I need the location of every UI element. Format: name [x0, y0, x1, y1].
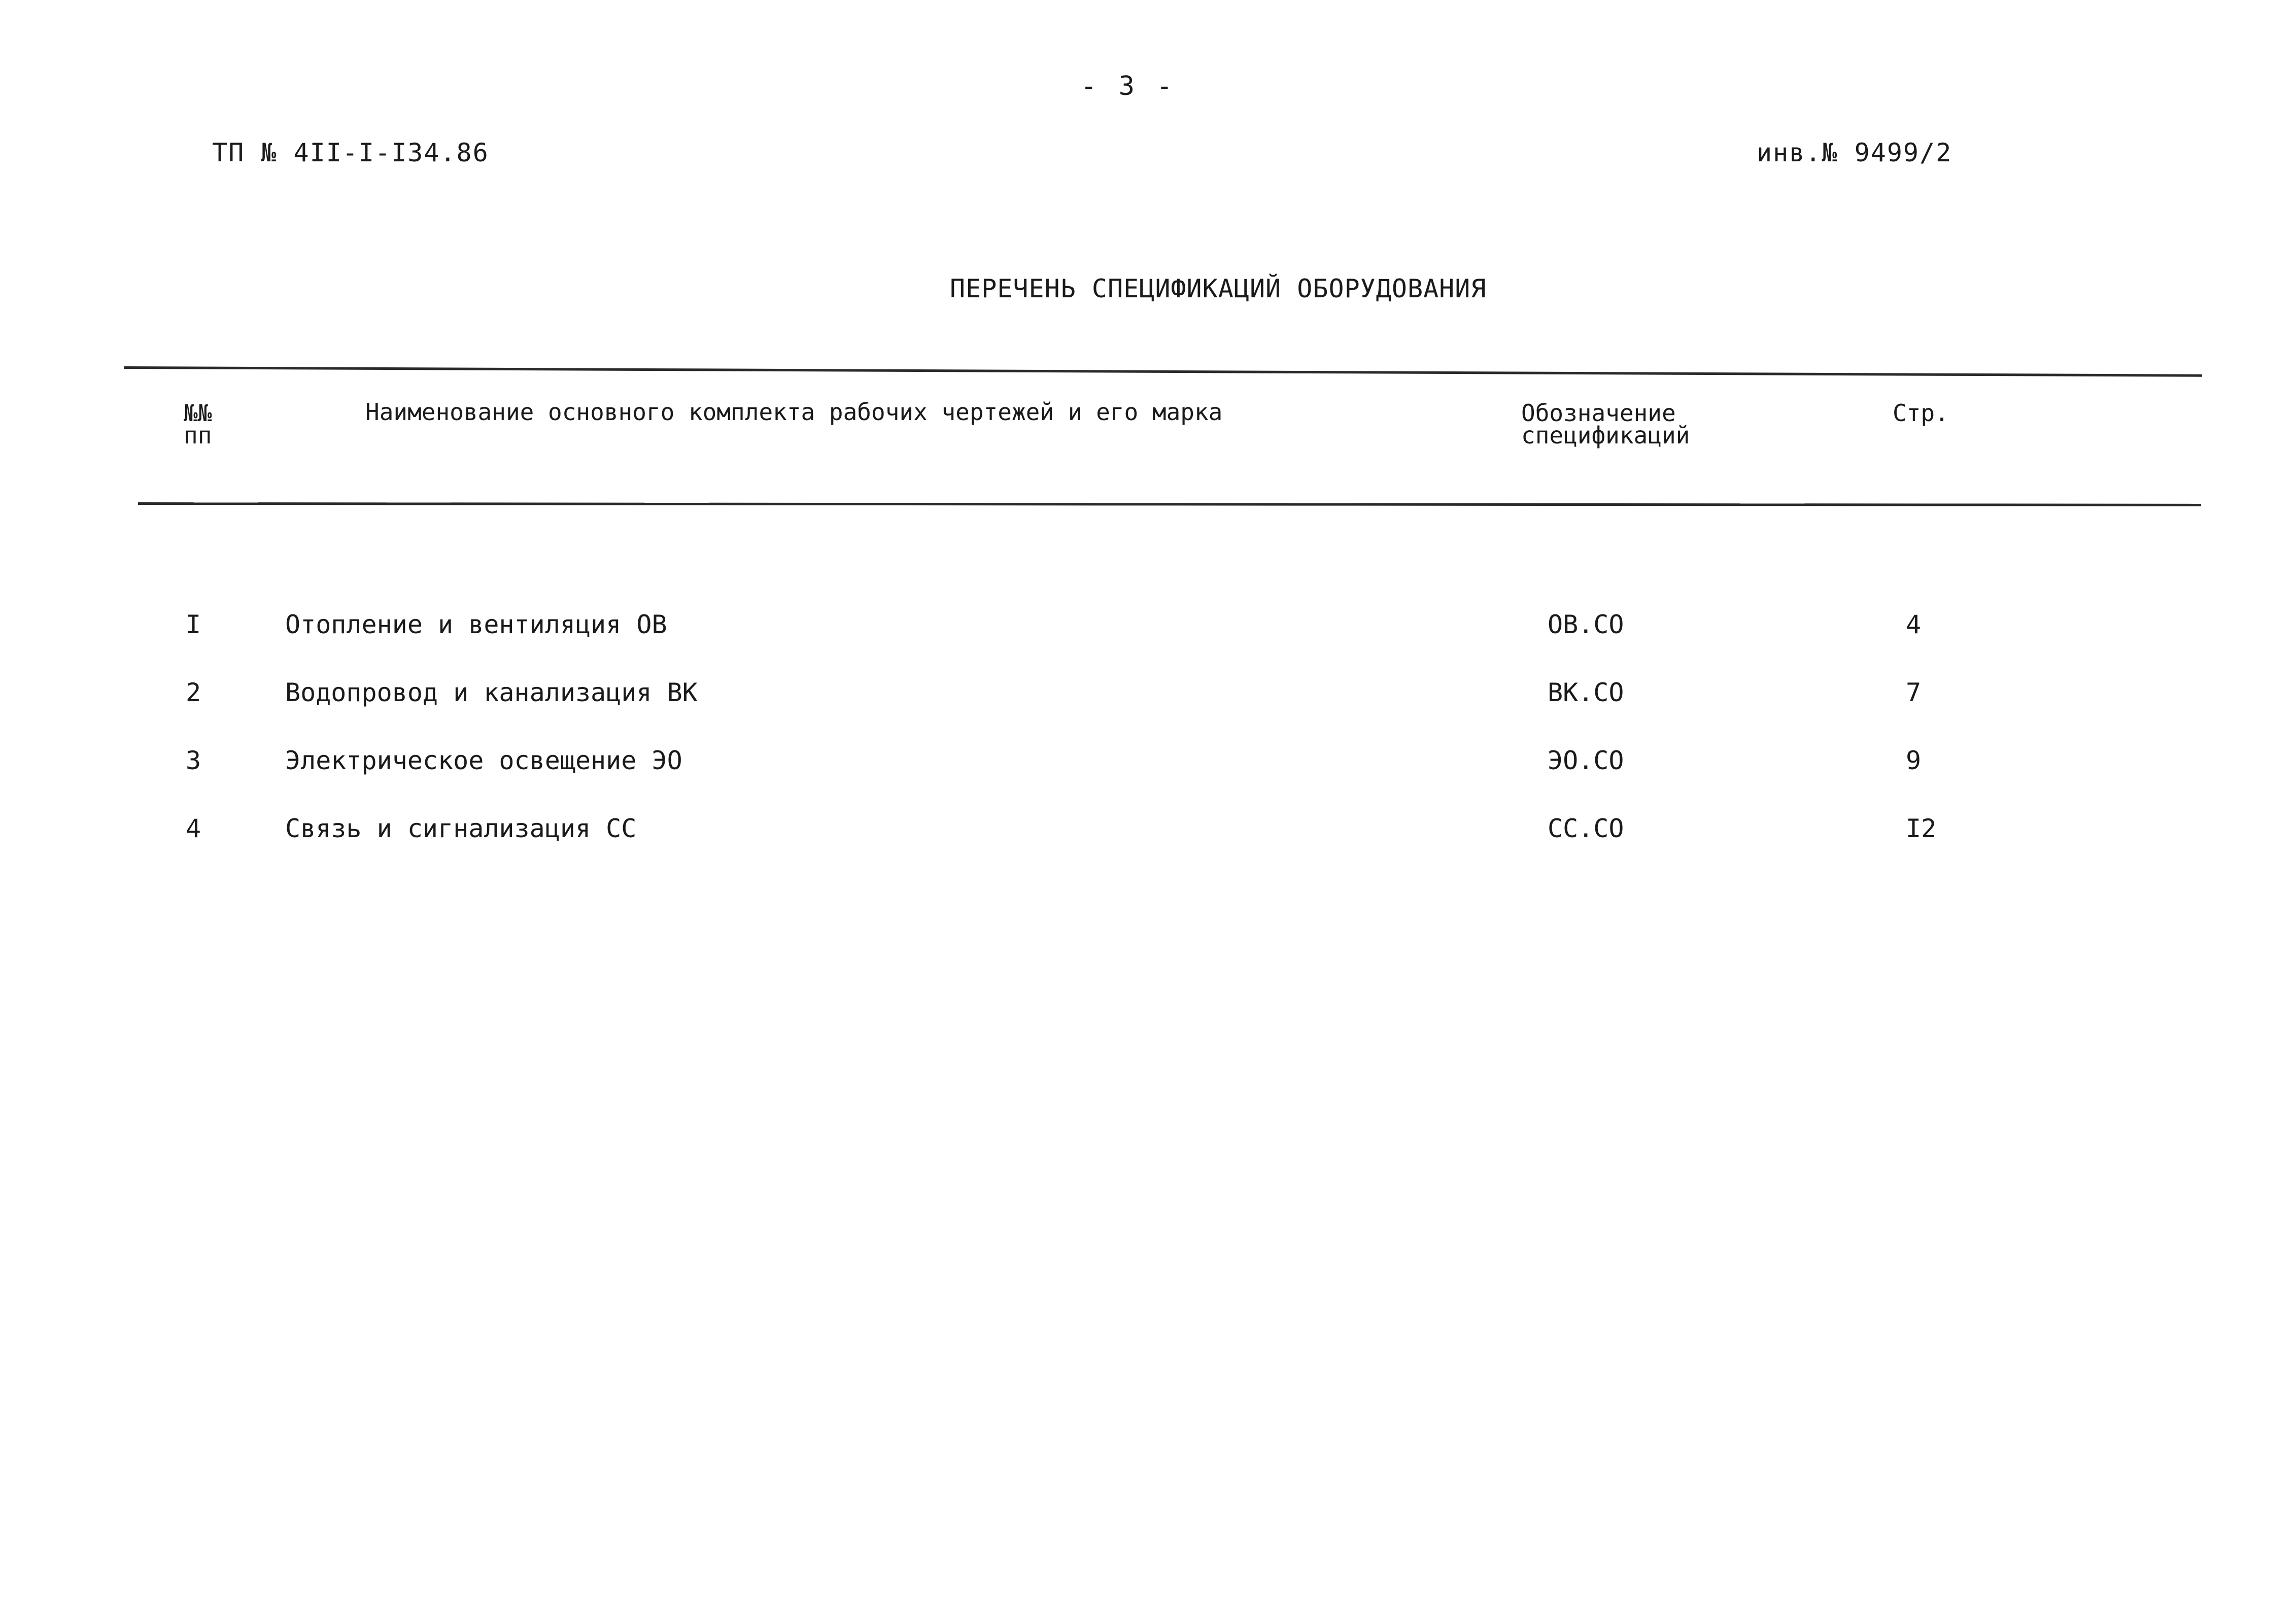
row-number: 3	[186, 746, 201, 775]
document-code: ТП № 4II-I-I34.86	[212, 138, 489, 167]
page-number: - 3 -	[1081, 71, 1176, 101]
column-header-code-line1: Обозначение	[1521, 399, 1676, 427]
table-row	[0, 814, 2296, 854]
row-name: Отопление и вентиляция ОВ	[285, 610, 667, 639]
column-header-code	[1521, 399, 1690, 449]
row-page: 9	[1906, 746, 1922, 775]
row-page: I2	[1906, 814, 1937, 843]
column-header-number-line2: пп	[184, 422, 212, 449]
table-row	[0, 746, 2296, 786]
column-header-name: Наименование основного комплекта рабочих чертежей и его марка	[365, 398, 1223, 426]
row-code: ОВ.СО	[1548, 610, 1624, 639]
column-header-number-line1: №№	[184, 399, 212, 427]
table-row	[0, 610, 2296, 650]
row-page: 4	[1906, 610, 1922, 639]
table-top-rule	[124, 366, 2202, 377]
row-name: Связь и сигнализация СС	[285, 814, 637, 843]
table-header-rule	[138, 502, 2201, 506]
row-code: ВК.СО	[1548, 678, 1624, 707]
row-number: 2	[186, 678, 201, 707]
row-number: I	[186, 610, 201, 639]
row-number: 4	[186, 814, 201, 843]
row-code: ЭО.СО	[1548, 746, 1624, 775]
row-page: 7	[1906, 678, 1922, 707]
column-header-code-line2: спецификаций	[1521, 422, 1690, 449]
column-header-page: Стр.	[1893, 399, 1949, 427]
column-header-number	[184, 399, 212, 449]
row-code: СС.СО	[1548, 814, 1624, 843]
inventory-number: инв.№ 9499/2	[1757, 138, 1952, 167]
row-name: Водопровод и канализация ВК	[285, 678, 698, 707]
table-row	[0, 678, 2296, 718]
document-title: ПЕРЕЧЕНЬ СПЕЦИФИКАЦИЙ ОБОРУДОВАНИЯ	[950, 274, 1487, 303]
row-name: Электрическое освещение ЭО	[285, 746, 682, 775]
